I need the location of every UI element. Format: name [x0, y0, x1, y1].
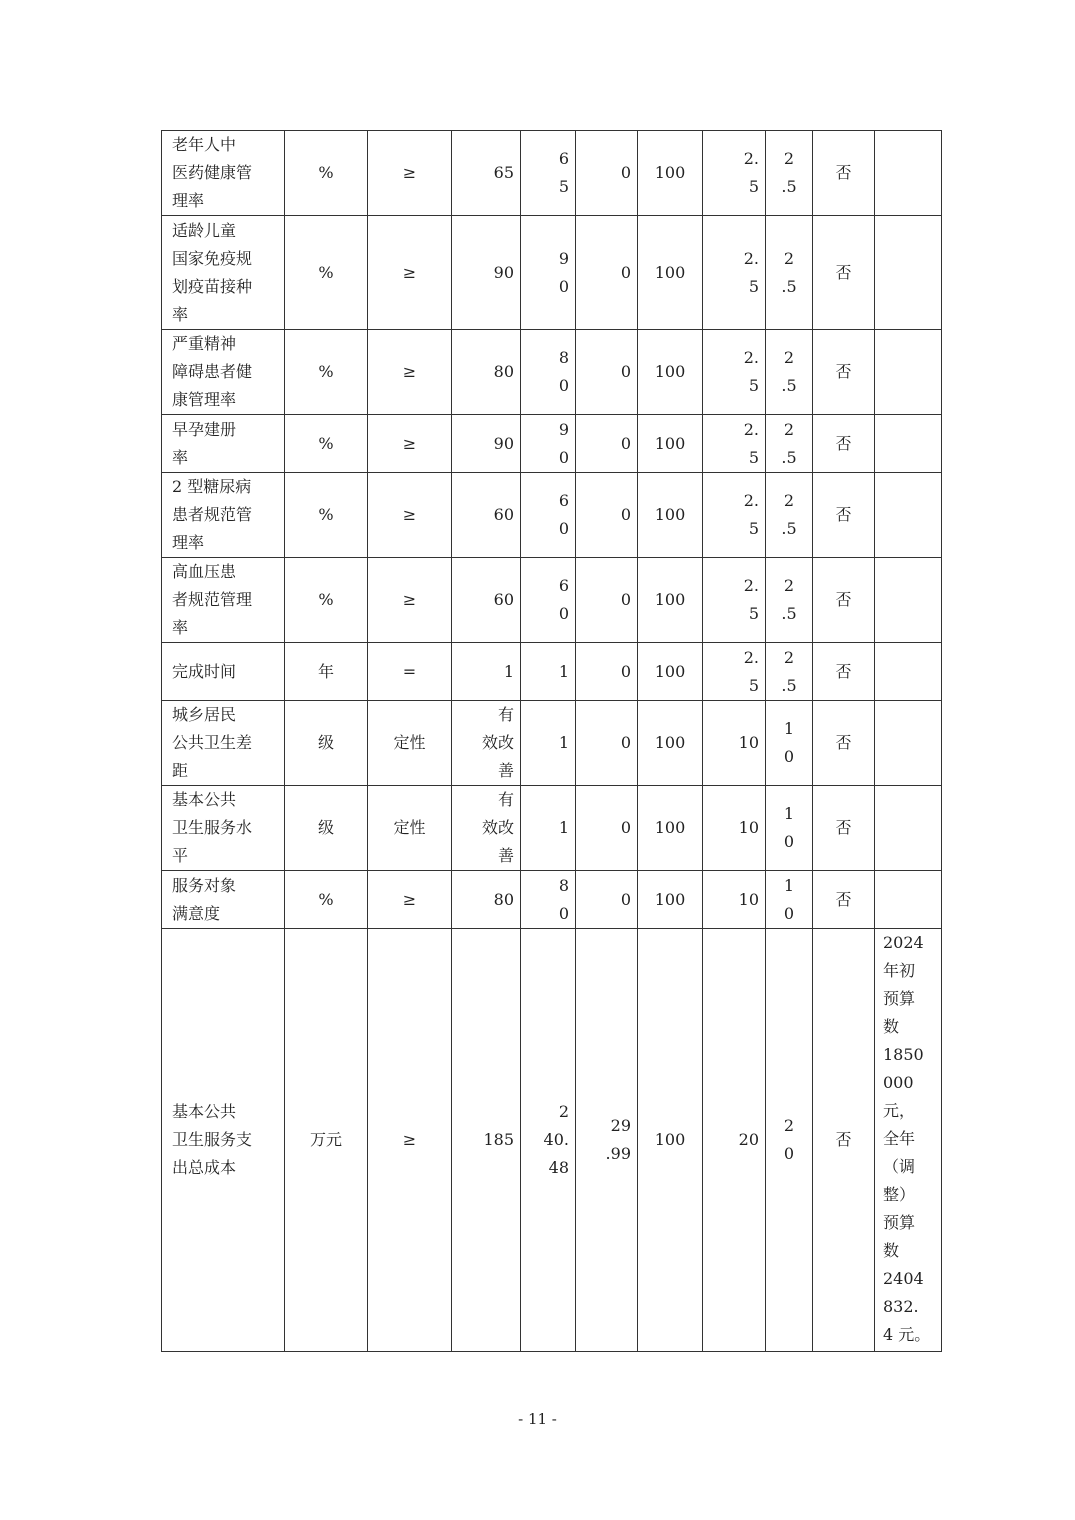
table-row: [162, 786, 942, 871]
score-cell: 2 .5: [766, 473, 813, 558]
full-mark-cell: 100: [638, 786, 703, 871]
table-row: [162, 216, 942, 330]
indicator-name-cell: 基本公共 卫生服务水 平: [162, 786, 285, 871]
flag-cell: 否: [813, 643, 875, 701]
target-value-cell: 80: [452, 330, 521, 415]
remark-cell: [875, 701, 942, 786]
target-value-cell: 有 效改 善: [452, 701, 521, 786]
indicator-name-cell: 完成时间: [162, 643, 285, 701]
score-cell: 1 0: [766, 786, 813, 871]
deviation-value-cell: 0: [576, 473, 638, 558]
weight-cell: 2. 5: [703, 643, 766, 701]
weight-cell: 10: [703, 786, 766, 871]
actual-value-cell: 6 5: [521, 131, 576, 216]
operator-cell: ≥: [368, 473, 452, 558]
operator-cell: 定性: [368, 701, 452, 786]
operator-cell: ≥: [368, 330, 452, 415]
full-mark-cell: 100: [638, 558, 703, 643]
remark-cell: [875, 786, 942, 871]
full-mark-cell: 100: [638, 929, 703, 1352]
target-value-cell: 1: [452, 643, 521, 701]
score-cell: 2 .5: [766, 330, 813, 415]
table-row: [162, 558, 942, 643]
weight-cell: 2. 5: [703, 415, 766, 473]
flag-cell: 否: [813, 330, 875, 415]
remark-cell: [875, 558, 942, 643]
remark-cell: [875, 131, 942, 216]
flag-cell: 否: [813, 871, 875, 929]
table-row: [162, 473, 942, 558]
table-row: [162, 643, 942, 701]
target-value-cell: 有 效改 善: [452, 786, 521, 871]
score-cell: 2 .5: [766, 558, 813, 643]
target-value-cell: 65: [452, 131, 521, 216]
operator-cell: ≥: [368, 558, 452, 643]
target-value-cell: 60: [452, 558, 521, 643]
table-row: [162, 701, 942, 786]
operator-cell: ≥: [368, 929, 452, 1352]
weight-cell: 10: [703, 701, 766, 786]
operator-cell: =: [368, 643, 452, 701]
weight-cell: 10: [703, 871, 766, 929]
table-row: [162, 415, 942, 473]
remark-cell: [875, 415, 942, 473]
actual-value-cell: 1: [521, 786, 576, 871]
full-mark-cell: 100: [638, 216, 703, 330]
table-row: [162, 330, 942, 415]
target-value-cell: 185: [452, 929, 521, 1352]
flag-cell: 否: [813, 929, 875, 1352]
target-value-cell: 60: [452, 473, 521, 558]
full-mark-cell: 100: [638, 415, 703, 473]
indicator-name-cell: 城乡居民 公共卫生差 距: [162, 701, 285, 786]
actual-value-cell: 8 0: [521, 330, 576, 415]
remark-cell: [875, 473, 942, 558]
weight-cell: 2. 5: [703, 473, 766, 558]
indicator-name-cell: 严重精神 障碍患者健 康管理率: [162, 330, 285, 415]
operator-cell: ≥: [368, 871, 452, 929]
operator-cell: 定性: [368, 786, 452, 871]
operator-cell: ≥: [368, 415, 452, 473]
remark-cell: [875, 330, 942, 415]
flag-cell: 否: [813, 473, 875, 558]
remark-cell: 2024 年初 预算 数 1850 000 元， 全年 （调 整） 预算 数 2404 832. 4 元。: [875, 929, 942, 1352]
operator-cell: ≥: [368, 131, 452, 216]
actual-value-cell: 2 40. 48: [521, 929, 576, 1352]
deviation-value-cell: 0: [576, 871, 638, 929]
unit-cell: 级: [285, 701, 368, 786]
weight-cell: 2. 5: [703, 558, 766, 643]
performance-indicator-table: [161, 130, 942, 1352]
actual-value-cell: 6 0: [521, 473, 576, 558]
score-cell: 2 .5: [766, 415, 813, 473]
actual-value-cell: 9 0: [521, 216, 576, 330]
deviation-value-cell: 0: [576, 216, 638, 330]
actual-value-cell: 8 0: [521, 871, 576, 929]
target-value-cell: 90: [452, 216, 521, 330]
unit-cell: 年: [285, 643, 368, 701]
actual-value-cell: 1: [521, 643, 576, 701]
indicator-name-cell: 高血压患 者规范管理 率: [162, 558, 285, 643]
actual-value-cell: 1: [521, 701, 576, 786]
indicator-name-cell: 早孕建册 率: [162, 415, 285, 473]
flag-cell: 否: [813, 415, 875, 473]
score-cell: 1 0: [766, 871, 813, 929]
score-cell: 2 0: [766, 929, 813, 1352]
score-cell: 2 .5: [766, 131, 813, 216]
deviation-value-cell: 0: [576, 330, 638, 415]
deviation-value-cell: 0: [576, 131, 638, 216]
deviation-value-cell: 29 .99: [576, 929, 638, 1352]
table-row: [162, 929, 942, 1352]
deviation-value-cell: 0: [576, 558, 638, 643]
unit-cell: %: [285, 558, 368, 643]
full-mark-cell: 100: [638, 131, 703, 216]
indicator-name-cell: 老年人中 医药健康管 理率: [162, 131, 285, 216]
remark-cell: [875, 643, 942, 701]
operator-cell: ≥: [368, 216, 452, 330]
indicator-name-cell: 服务对象 满意度: [162, 871, 285, 929]
actual-value-cell: 9 0: [521, 415, 576, 473]
remark-cell: [875, 871, 942, 929]
unit-cell: %: [285, 216, 368, 330]
score-cell: 2 .5: [766, 643, 813, 701]
unit-cell: %: [285, 415, 368, 473]
unit-cell: %: [285, 473, 368, 558]
unit-cell: %: [285, 131, 368, 216]
deviation-value-cell: 0: [576, 701, 638, 786]
deviation-value-cell: 0: [576, 786, 638, 871]
indicator-name-cell: 基本公共 卫生服务支 出总成本: [162, 929, 285, 1352]
indicator-name-cell: 适龄儿童 国家免疫规 划疫苗接种 率: [162, 216, 285, 330]
flag-cell: 否: [813, 131, 875, 216]
full-mark-cell: 100: [638, 871, 703, 929]
flag-cell: 否: [813, 216, 875, 330]
weight-cell: 2. 5: [703, 330, 766, 415]
table-row: [162, 131, 942, 216]
weight-cell: 20: [703, 929, 766, 1352]
unit-cell: 万元: [285, 929, 368, 1352]
unit-cell: 级: [285, 786, 368, 871]
full-mark-cell: 100: [638, 701, 703, 786]
weight-cell: 2. 5: [703, 131, 766, 216]
target-value-cell: 80: [452, 871, 521, 929]
actual-value-cell: 6 0: [521, 558, 576, 643]
unit-cell: %: [285, 871, 368, 929]
indicator-name-cell: 2 型糖尿病 患者规范管 理率: [162, 473, 285, 558]
score-cell: 2 .5: [766, 216, 813, 330]
target-value-cell: 90: [452, 415, 521, 473]
flag-cell: 否: [813, 558, 875, 643]
score-cell: 1 0: [766, 701, 813, 786]
deviation-value-cell: 0: [576, 643, 638, 701]
unit-cell: %: [285, 330, 368, 415]
remark-cell: [875, 216, 942, 330]
flag-cell: 否: [813, 786, 875, 871]
flag-cell: 否: [813, 701, 875, 786]
weight-cell: 2. 5: [703, 216, 766, 330]
full-mark-cell: 100: [638, 643, 703, 701]
full-mark-cell: 100: [638, 473, 703, 558]
page-number: - 11 -: [518, 1410, 557, 1428]
deviation-value-cell: 0: [576, 415, 638, 473]
full-mark-cell: 100: [638, 330, 703, 415]
table-row: [162, 871, 942, 929]
